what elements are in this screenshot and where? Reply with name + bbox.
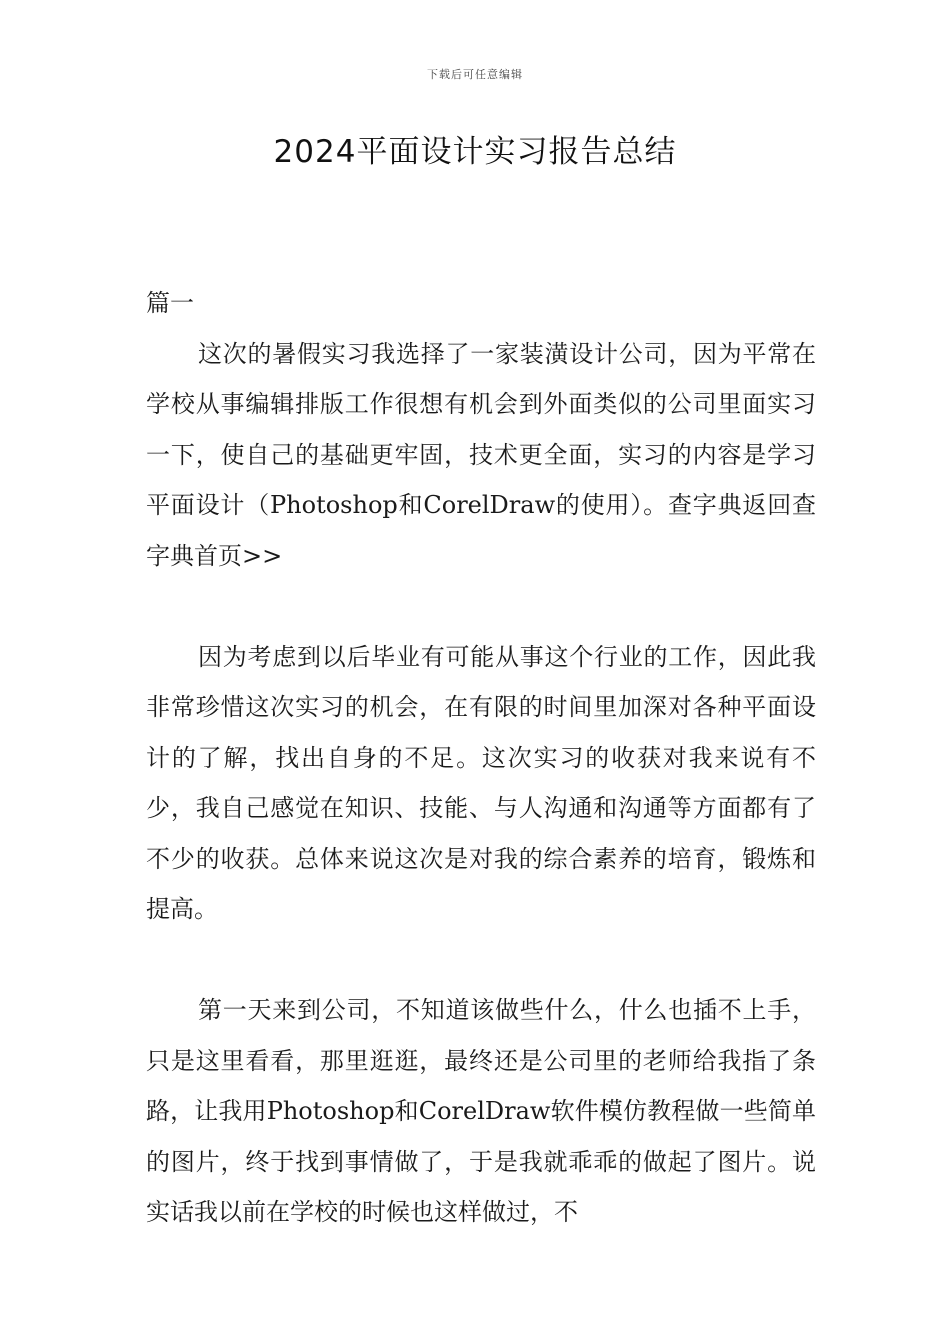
paragraph-gap [146, 581, 816, 632]
header-note: 下载后可任意编辑 [427, 68, 523, 81]
section-label: 篇一 [146, 289, 194, 317]
paragraph-2: 因为考虑到以后毕业有可能从事这个行业的工作，因此我非常珍惜这次实习的机会，在有限的时间里加深对各种平面设计的了解，找出自身的不足。这次实习的收获对我来说有不少，我自己感觉在知识、技能、与人沟通和沟通等方面都有了不少的收获。总体来说这次是对我的综合素养的培育，锻炼和提高。 [146, 642, 816, 923]
document-title: 2024平面设计实习报告总结 [273, 134, 677, 170]
paragraph-3: 第一天来到公司，不知道该做些什么，什么也插不上手，只是这里看看，那里逛逛，最终还是公司里的老师给我指了条路，让我用Photoshop和CorelDraw软件模仿教程做一些简单的图片，终于找到事情做了，于是我就乖乖的做起了图片。说实话我以前在学校的时候也这样做过，不 [146, 996, 816, 1226]
paragraph-gap [146, 935, 816, 986]
document-body [146, 278, 816, 1238]
paragraph-1: 这次的暑假实习我选择了一家装潢设计公司，因为平常在学校从事编辑排版工作很想有机会到外面类似的公司里面实习一下，使自己的基础更牢固，技术更全面，实习的内容是学习平面设计（Photoshop和CorelDraw的使用）。查字典返回查字典首页>> [146, 339, 816, 570]
